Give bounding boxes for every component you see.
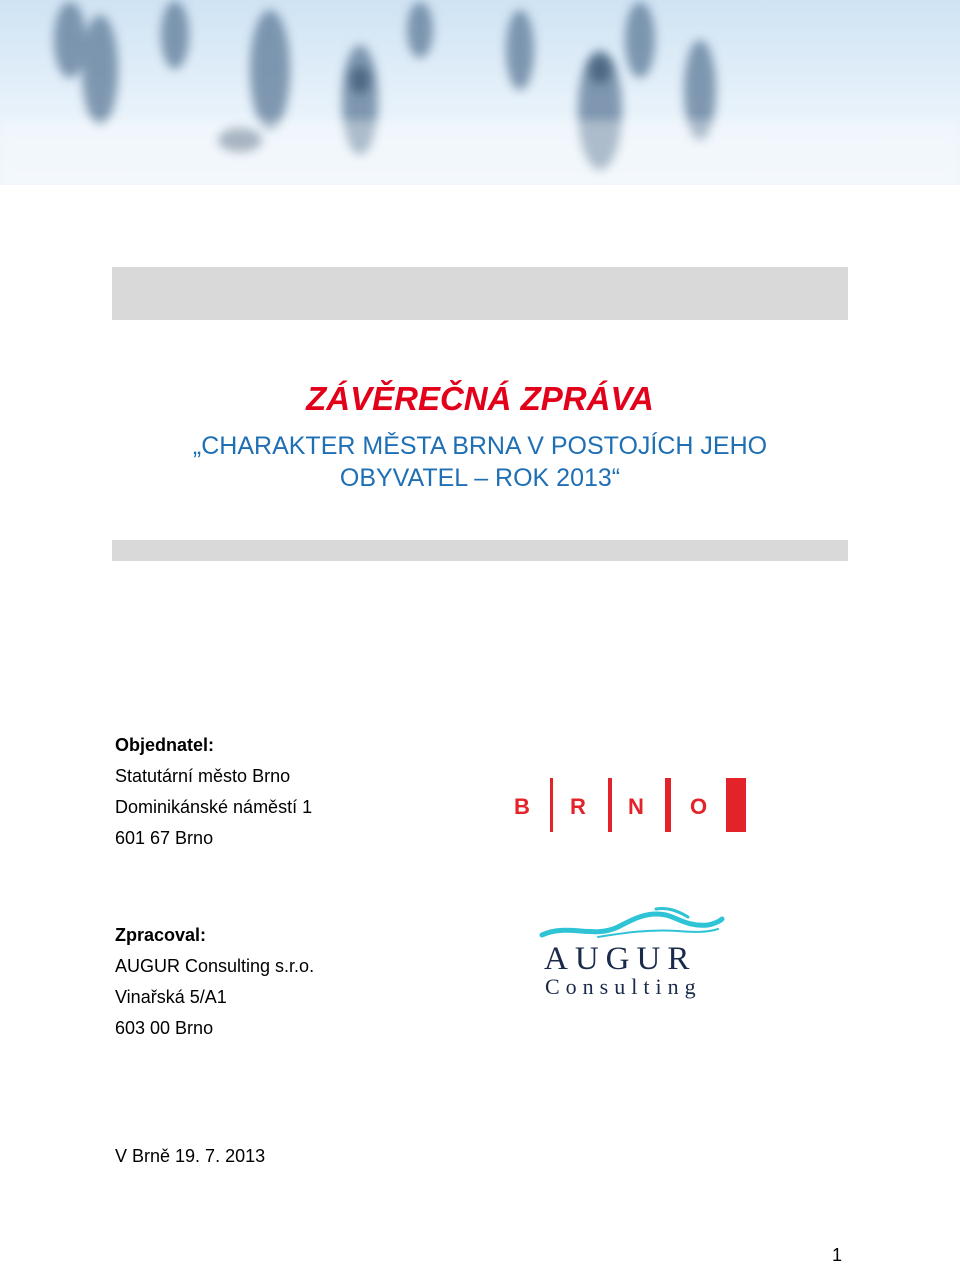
- middle-gray-bar: [112, 540, 848, 561]
- brno-letter-o: O: [690, 794, 708, 819]
- augur-logo: [538, 905, 726, 1005]
- processor-label: Zpracoval:: [115, 925, 207, 945]
- processor-street: Vinařská 5/A1: [115, 987, 227, 1007]
- page-number: 1: [832, 1245, 843, 1265]
- brno-logo: [512, 776, 752, 834]
- report-title: ZÁVĚREČNÁ ZPRÁVA: [306, 380, 654, 417]
- orderer-street: Dominikánské náměstí 1: [115, 797, 313, 817]
- orderer-block: [115, 730, 312, 854]
- cover-photo: [0, 0, 960, 185]
- brno-letter-b: B: [514, 794, 530, 819]
- issue-date: V Brně 19. 7. 2013: [115, 1146, 266, 1166]
- processor-city: 603 00 Brno: [115, 1018, 214, 1038]
- augur-wave-icon: [538, 905, 726, 945]
- processor-name: AUGUR Consulting s.r.o.: [115, 956, 315, 976]
- subtitle-line-1: „CHARAKTER MĚSTA BRNA V POSTOJÍCH JEHO: [192, 432, 768, 460]
- augur-wordmark: AUGUR: [544, 941, 697, 977]
- brno-letter-r: R: [570, 794, 586, 819]
- subtitle-line-2: OBYVATEL – ROK 2013“: [339, 464, 621, 492]
- top-gray-bar: [112, 267, 848, 320]
- orderer-name: Statutární město Brno: [115, 766, 291, 786]
- report-subtitle: [112, 430, 848, 494]
- augur-consulting-wordmark: Consulting: [545, 974, 702, 999]
- processor-block: [115, 920, 314, 1044]
- brno-letter-n: N: [628, 794, 644, 819]
- orderer-city: 601 67 Brno: [115, 828, 214, 848]
- orderer-label: Objednatel:: [115, 735, 215, 755]
